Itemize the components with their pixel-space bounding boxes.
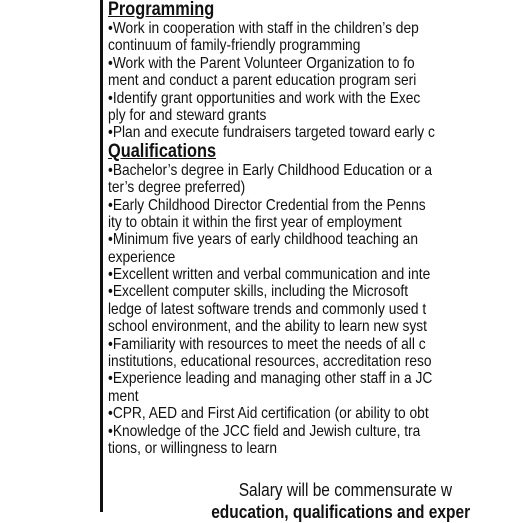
text-line: experience (108, 248, 176, 266)
text-line: •Knowledge of the JCC field and Jewish culture, tra (108, 422, 421, 440)
text-line: continuum of family-friendly programming (108, 37, 361, 55)
text-line: ply for and steward grants (108, 106, 267, 124)
text-line: •Bachelor’s degree in Early Childhood Education or a (108, 161, 433, 179)
text-line: •Work with the Parent Volunteer Organization to fo (108, 54, 415, 72)
text-line: ment and conduct a parent education program seri (108, 72, 417, 90)
text-line: •Early Childhood Director Credential from the Penns (108, 196, 426, 214)
text-line: ledge of latest software trends and commonly used t (108, 300, 427, 318)
section-heading-programming: Programming (108, 0, 215, 20)
section-heading-qualifications: Qualifications (108, 140, 217, 162)
salary-statement-line-1: Salary will be commensurate w (238, 480, 453, 501)
spacer (108, 457, 512, 479)
text-line: institutions, educational resources, accreditation reso (108, 353, 432, 371)
text-line: ity to obtain it within the first year of employment (108, 213, 402, 231)
text-line: •Experience leading and managing other staff in a JC (108, 370, 433, 388)
job-posting-text (108, 0, 512, 523)
left-border-rule (100, 0, 103, 512)
text-line: •Minimum five years of early childhood teaching an (108, 231, 418, 249)
text-line: •Excellent computer skills, including the Microsoft (108, 283, 409, 301)
text-line: •Excellent written and verbal communication and inte (108, 266, 431, 284)
text-line: •Work in cooperation with staff in the children’s dep (108, 20, 419, 37)
text-line: •CPR, AED and First Aid certification (or ability to obt (108, 405, 429, 423)
text-line: school environment, and the ability to learn new syst (108, 318, 427, 336)
text-line: •Identify grant opportunities and work with the Exec (108, 89, 421, 107)
text-line: ment (108, 387, 139, 405)
text-line: •Familiarity with resources to meet the needs of all c (108, 335, 426, 353)
text-line: ter’s degree preferred) (108, 179, 246, 197)
text-line: tions, or willingness to learn (108, 439, 278, 457)
salary-statement-line-2: education, qualifications and exper (211, 502, 471, 523)
text-line: •Plan and execute fundraisers targeted toward early c (108, 124, 435, 142)
